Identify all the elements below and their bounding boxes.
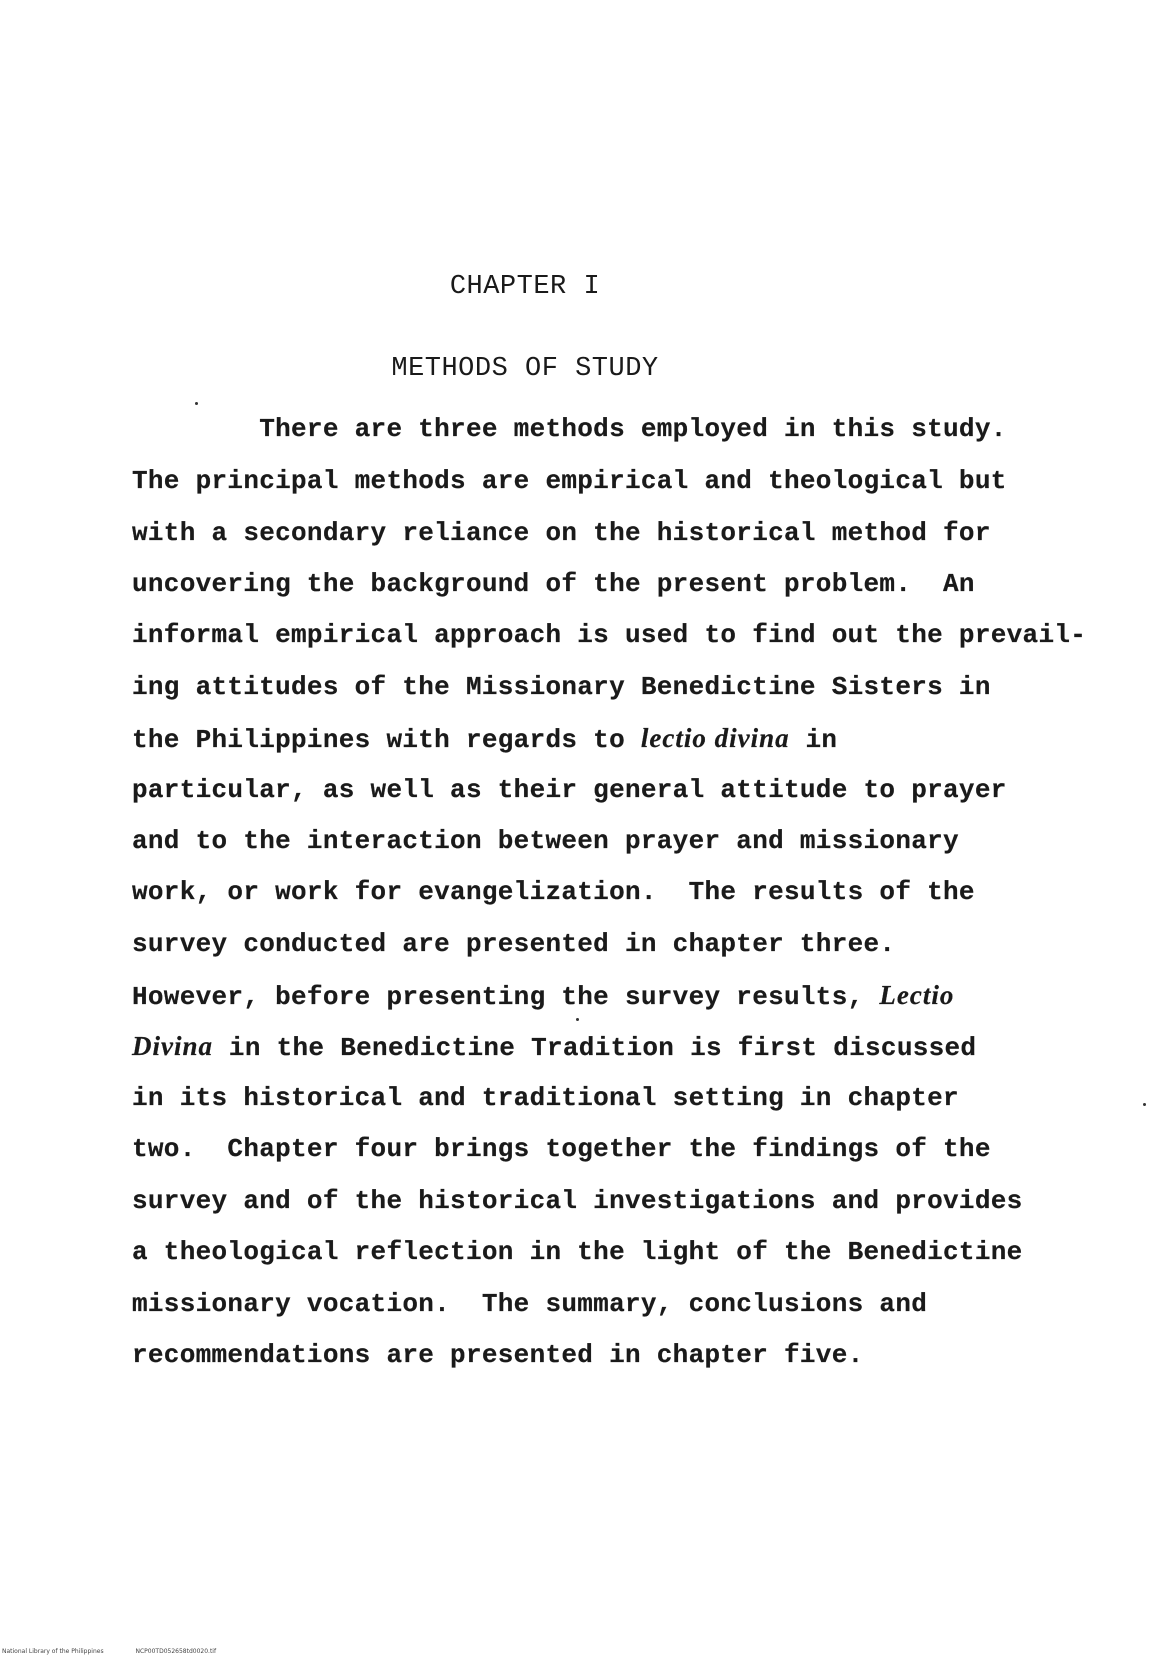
italic-lectio: Lectio xyxy=(879,980,955,1010)
body-line-15: two. Chapter four brings together the findings of the xyxy=(132,1134,991,1164)
body-line-7 xyxy=(132,723,837,755)
body-line-19: recommendations are presented in chapter five. xyxy=(132,1340,864,1370)
body-line-3: with a secondary reliance on the historical method for xyxy=(132,518,991,548)
body-line-16: survey and of the historical investigations and provides xyxy=(132,1186,1023,1216)
body-line-18: missionary vocation. The summary, conclusions and xyxy=(132,1289,928,1319)
body-line-13 xyxy=(132,1031,976,1063)
chapter-heading: CHAPTER I xyxy=(449,272,601,302)
italic-lectio-divina: lectio divina xyxy=(640,723,790,753)
scan-speck xyxy=(576,1018,579,1021)
footer-file-id: NCP00TD052658td0020.tif xyxy=(135,1648,217,1655)
body-line-13-tail: in the Benedictine Tradition is first discussed xyxy=(213,1033,977,1063)
body-line-17: a theological reflection in the light of the Benedictine xyxy=(132,1237,1023,1267)
scan-speck xyxy=(1143,1103,1146,1106)
body-line-10: work, or work for evangelization. The results of the xyxy=(132,877,975,907)
body-line-11: survey conducted are presented in chapter three. xyxy=(132,929,896,959)
body-line-12-text: However, before presenting the survey results, xyxy=(132,982,880,1012)
footer-library: National Library of the Philippines xyxy=(2,1648,104,1655)
section-heading: METHODS OF STUDY xyxy=(391,354,659,384)
body-line-6: ing attitudes of the Missionary Benedictine Sisters in xyxy=(132,672,991,702)
scan-footer xyxy=(2,1648,246,1655)
body-line-7-text: the Philippines with regards to xyxy=(132,725,641,755)
body-line-5: informal empirical approach is used to find out the prevail- xyxy=(132,620,1087,650)
body-line-12 xyxy=(132,980,954,1012)
body-line-2: The principal methods are empirical and theological but xyxy=(132,466,1007,496)
body-line-14: in its historical and traditional setting in chapter xyxy=(132,1083,959,1113)
body-line-7-tail: in xyxy=(789,725,838,755)
body-line-4: uncovering the background of the present problem. An xyxy=(132,569,975,599)
italic-divina: Divina xyxy=(132,1031,214,1061)
scan-speck xyxy=(195,402,198,405)
body-line-8: particular, as well as their general attitude to prayer xyxy=(132,775,1007,805)
body-line-9: and to the interaction between prayer and missionary xyxy=(132,826,959,856)
body-line-1: There are three methods employed in this study. xyxy=(132,414,1007,444)
